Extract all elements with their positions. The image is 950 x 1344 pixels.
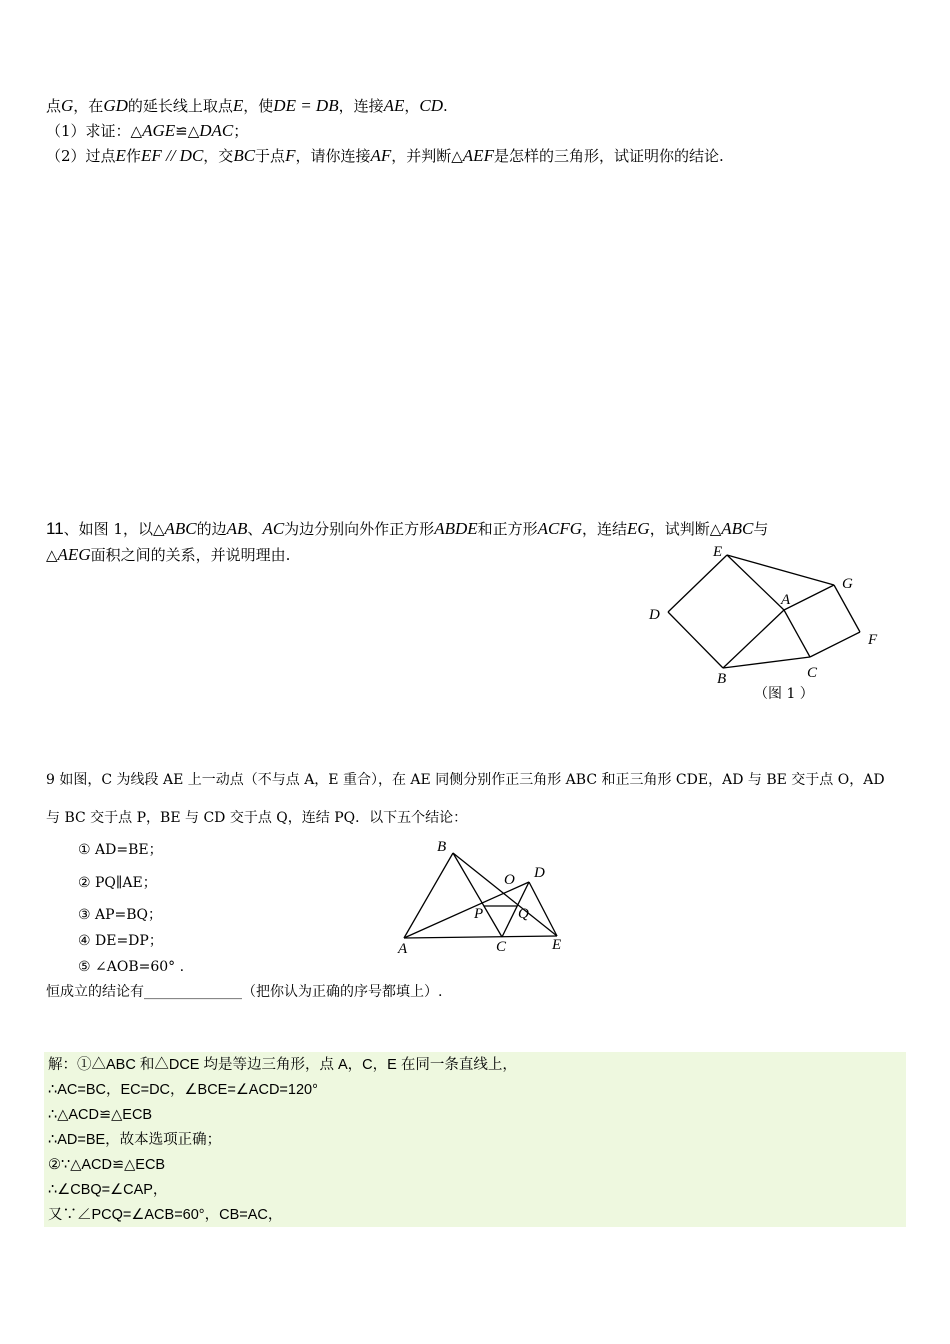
math-term: ABC: [164, 519, 197, 538]
label-D: D: [649, 607, 660, 623]
label-P: P: [474, 906, 484, 922]
solution-line-7: 又∵∠PCQ=∠ACB=60°，CB=AC，: [48, 1207, 283, 1223]
text-run: 为边分别向外作正方形: [284, 520, 435, 538]
text-run: ，使: [243, 97, 274, 115]
text-run: 点: [46, 97, 62, 115]
seg-DB: [668, 612, 723, 668]
math-term: EG: [627, 519, 650, 538]
figure-1-squares: [630, 538, 900, 708]
p9-item-2: ② PQ∥AE；: [78, 875, 157, 891]
text-run: 是怎样的三角形，试证明你的结论.: [493, 147, 724, 165]
seg-AE: [404, 936, 557, 938]
math-term: ABC: [721, 519, 754, 538]
solution-line-1: 解：①△ABC 和△DCE 均是等边三角形，点 A，C，E 在同一条直线上，: [48, 1057, 517, 1073]
text-run: ，并判断△: [391, 147, 463, 165]
seg-ED: [668, 555, 727, 612]
math-term: E: [115, 146, 126, 165]
math-term: AEG: [57, 545, 91, 564]
math-term: F: [285, 146, 296, 165]
seg-AG: [784, 585, 834, 610]
math-term: G: [61, 96, 74, 115]
text-run: ；: [233, 122, 249, 140]
text-run: ，在: [73, 97, 104, 115]
p10-line2: [46, 121, 248, 141]
text-run: ，试判断△: [649, 520, 722, 538]
p10-line3: [46, 146, 724, 166]
p9-item-4: ④ DE=DP；: [78, 933, 163, 949]
label-F: F: [868, 632, 878, 648]
text-run: △: [46, 546, 58, 564]
math-term: EF // DC: [140, 146, 204, 165]
math-term: BC: [233, 146, 256, 165]
math-term: AEF: [462, 146, 494, 165]
p11-line2: [46, 545, 290, 565]
p9-answer-line: 恒成立的结论有______________（把你认为正确的序号都填上）.: [46, 984, 443, 1000]
math-term: ABDE: [434, 519, 478, 538]
label-E: E: [552, 937, 562, 953]
label-Q: Q: [518, 906, 529, 922]
text-run: ，连接: [338, 97, 384, 115]
solution-line-3: ∴△ACD≌△ECB: [48, 1107, 153, 1123]
text-run: 面积之间的关系，并说明理由.: [90, 546, 291, 564]
label-D: D: [534, 865, 545, 881]
p10-line1: [46, 96, 448, 116]
text-run: ，请你连接: [295, 147, 371, 165]
p9-item-1: ① AD=BE；: [78, 842, 163, 858]
seg-AD: [404, 882, 529, 938]
text-run: 作: [125, 147, 141, 165]
label-C: C: [496, 939, 507, 955]
text-run: 11: [46, 519, 64, 538]
solution-line-6: ∴∠CBQ=∠CAP，: [48, 1182, 168, 1198]
text-run: 的边: [196, 520, 227, 538]
math-term: AB: [226, 519, 248, 538]
figure-1-caption: （图 1 ）: [754, 686, 814, 702]
text-run: ，: [404, 97, 420, 115]
p9-line2: 与 BC 交于点 P，BE 与 CD 交于点 Q，连结 PQ．以下五个结论：: [46, 810, 468, 826]
math-term: DAC: [199, 121, 234, 140]
math-term: AC: [262, 519, 285, 538]
seg-DE: [529, 882, 557, 936]
text-run: 的延长线上取点: [127, 97, 233, 115]
text-run: ，交: [203, 147, 234, 165]
label-B: B: [437, 839, 447, 855]
seg-BC: [453, 853, 502, 937]
p9-item-5: ⑤ ∠AOB=60° .: [78, 959, 185, 975]
text-run: 于点: [255, 147, 286, 165]
text-run: 与: [753, 520, 769, 538]
solution-panel: [44, 1052, 906, 1227]
solution-line-5: ②∵△ACD≌△ECB: [48, 1157, 166, 1173]
solution-line-4: ∴AD=BE，故本选项正确；: [48, 1132, 222, 1148]
seg-AC: [784, 610, 810, 657]
math-term: E: [232, 96, 244, 115]
label-B: B: [717, 671, 727, 687]
math-term: AF: [370, 146, 392, 165]
seg-AB: [404, 853, 453, 938]
label-C: C: [807, 665, 818, 681]
seg-GF: [834, 585, 860, 632]
math-term: DE = DB: [273, 96, 339, 115]
label-G: G: [842, 576, 853, 592]
text-run: .: [443, 97, 448, 115]
text-run: ，连结: [582, 520, 628, 538]
p11-line1: [46, 519, 768, 539]
label-A: A: [781, 592, 791, 608]
math-term: GD: [103, 96, 128, 115]
seg-FC: [810, 632, 860, 657]
p9-item-3: ③ AP=BQ；: [78, 907, 163, 923]
math-term: CD: [419, 96, 444, 115]
math-term: ACFG: [537, 519, 583, 538]
text-run: 、: [247, 520, 263, 538]
label-A: A: [398, 941, 408, 957]
figure-equilateral-triangles: [390, 834, 570, 958]
math-term: AGE: [142, 121, 176, 140]
text-run: （2）过点: [46, 147, 116, 165]
label-E: E: [713, 544, 723, 560]
text-run: 和正方形: [477, 520, 538, 538]
solution-line-2: ∴AC=BC，EC=DC，∠BCE=∠ACD=120°: [48, 1082, 318, 1098]
seg-AB: [723, 610, 784, 668]
math-term: AE: [383, 96, 405, 115]
seg-BC: [723, 657, 810, 668]
p9-line1: 9 如图，C 为线段 AE 上一动点（不与点 A，E 重合），在 AE 同侧分别作正三角形 ABC 和正三角形 CDE，AD 与 BE 交于点 O，AD: [46, 772, 885, 788]
text-run: （1）求证：△: [46, 122, 143, 140]
text-run: ≌△: [175, 122, 200, 140]
text-run: 、如图 1，以△: [63, 520, 165, 538]
label-O: O: [504, 872, 515, 888]
